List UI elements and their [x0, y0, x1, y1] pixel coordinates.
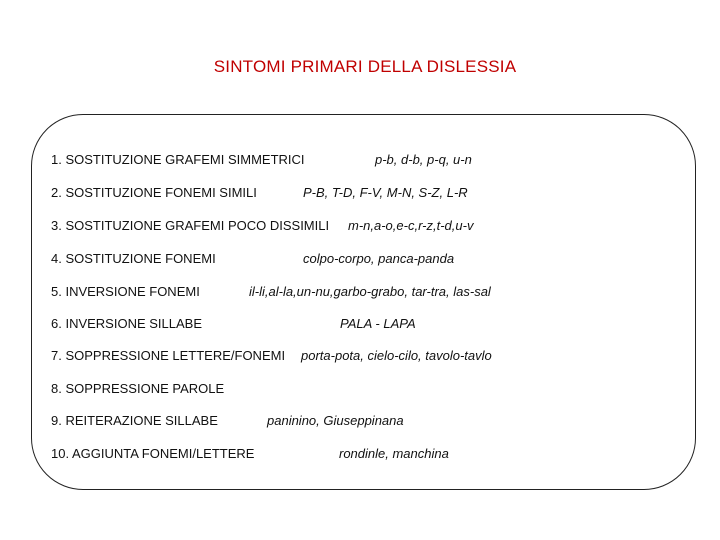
item-label: 9. REITERAZIONE SILLABE — [51, 413, 218, 428]
item-label: 5. INVERSIONE FONEMI — [51, 284, 200, 299]
item-label: 4. SOSTITUZIONE FONEMI — [51, 251, 216, 266]
item-label: 6. INVERSIONE SILLABE — [51, 316, 203, 331]
list-item — [0, 379, 720, 399]
list-item — [0, 249, 720, 269]
list-item — [0, 150, 720, 170]
rounded-content-frame — [31, 114, 696, 490]
item-label: 10. AGGIUNTA FONEMI/LETTERE — [51, 446, 255, 461]
item-label: 1. SOSTITUZIONE GRAFEMI SIMMETRICI — [51, 152, 305, 167]
item-example: colpo-corpo, panca-panda — [303, 251, 455, 266]
list-item — [0, 346, 720, 366]
list-item — [0, 411, 720, 431]
list-item — [0, 314, 720, 334]
item-example: il-li,al-la,un-nu,garbo-grabo, tar-tra, las-sal — [249, 284, 491, 299]
item-example: paninino, Giuseppinana — [267, 413, 404, 428]
item-label: 3. SOSTITUZIONE GRAFEMI POCO DISSIMILI — [51, 218, 330, 233]
item-label: 8. SOPPRESSIONE PAROLE — [51, 381, 225, 396]
item-label: 7. SOPPRESSIONE LETTERE/FONEMI — [51, 348, 286, 363]
item-example: m-n,a-o,e-c,r-z,t-d,u-v — [348, 218, 474, 233]
item-label: 2. SOSTITUZIONE FONEMI SIMILI — [51, 185, 257, 200]
item-example: p-b, d-b, p-q, u-n — [375, 152, 472, 167]
page-title: SINTOMI PRIMARI DELLA DISLESSIA — [213, 57, 517, 76]
list-item — [0, 282, 720, 302]
item-example: porta-pota, cielo-cilo, tavolo-tavlo — [301, 348, 492, 363]
list-item — [0, 216, 720, 236]
item-example: PALA - LAPA — [340, 316, 416, 331]
list-item — [0, 183, 720, 203]
item-example: P-B, T-D, F-V, M-N, S-Z, L-R — [303, 185, 468, 200]
list-item — [0, 444, 720, 464]
item-example: rondinle, manchina — [339, 446, 449, 461]
